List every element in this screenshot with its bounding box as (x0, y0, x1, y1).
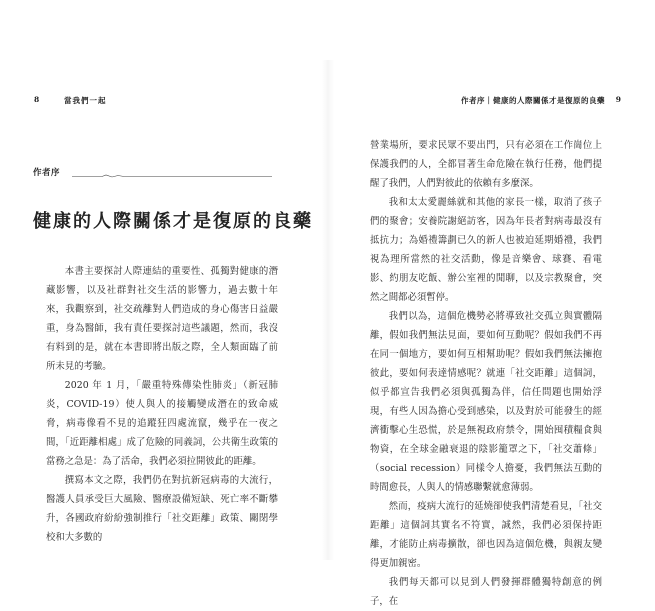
paragraph: 然而，疫病大流行的延燒卻使我們清楚看見，「社交距離」這個詞其實名不符實，誠然，我們必須保持距離，才能防止病毒擴散，卻也因為這個危機，與親友變得更加親密。 (370, 501, 602, 569)
paragraph: 撰寫本文之際，我們仍在對抗新冠病毒的大流行，醫護人員承受巨大風險、醫療設備短缺、死亡率不斷攀升，各國政府紛紛強制推行「社交距離」政策、關閉學校和大多數的 (46, 475, 278, 543)
chapter-title: 健康的人際關係才是復原的良藥 (33, 211, 313, 232)
left-page (0, 0, 327, 609)
left-body-text (46, 262, 278, 547)
right-body-text (370, 136, 602, 611)
paragraph: 我們以為，這個危機勢必將導致社交孤立與實體隔離，假如我們無法見面，要如何互動呢？假如我們不再在同一個地方，要如何互相幫助呢？假如我們無法擁抱彼此，要如何表達情感呢？就連「社交距離」這個詞，似乎都宣告我們必須與孤獨為伴，信任問題也開始浮現，有些人因為擔心受到感染，以及對於可能發生的經濟衝擊心生恐慌，於是無視政府禁令，開始囤積糧食與物資，在全球金融衰退的陰影籠罩之下，「社交蕭條」（social recession）同樣令人擔憂，我們無法互動的時間愈長，人與人的情感聯繫就愈薄弱。 (370, 311, 602, 493)
paragraph-continued: 營業場所，要求民眾不要出門，只有必須在工作崗位上保護我們的人，全都冒著生命危險在執行任務，他們提醒了我們，人們對彼此的依賴有多麼深。 (370, 140, 602, 189)
running-title-right: 作者序｜健康的人際關係才是復原的良藥 (461, 96, 605, 105)
paragraph: 本書主要探討人際連結的重要性、孤獨對健康的潛藏影響，以及社群對社交生活的影響力，過去數十年來，我觀察到，社交疏離對人們造成的身心傷害日益嚴重，身為醫師，我有責任要探討這些議題，然而，我沒有料到的是，就在本書即將出版之際，全人類面臨了前所未見的考驗。 (46, 266, 278, 372)
paragraph: 2020 年 1 月，「嚴重特殊傳染性肺炎」（新冠肺炎，COVID-19）使人與人的接觸變成潛在的致命威脅，病毒像看不見的追蹤狂四處流竄，幾乎在一夜之間，「近距離相處」成了危險的同義詞，公共衛生政策的當務之急是：為了活命，我們必須拉開彼此的距離。 (46, 380, 278, 467)
paragraph: 我和太太愛麗絲就和其他的家長一樣，取消了孩子們的聚會；安養院謝絕訪客，因為年長者對病毒最沒有抵抗力；為婚禮籌劃已久的新人也被迫延期婚禮，我們視為理所當然的社交活動，像是音樂會、球賽、看電影、約朋友吃飯、辦公室裡的閒聊，以及宗教聚會，突然之間都必須暫停。 (370, 197, 602, 303)
page-number-right: 9 (615, 95, 621, 104)
page-number-left: 8 (34, 95, 40, 104)
section-rule-divider (72, 174, 272, 178)
right-page (328, 0, 655, 609)
section-label: 作者序 (33, 168, 61, 178)
paragraph: 我們每天都可以見到人們發揮群體獨特創意的例子，在 (370, 577, 602, 607)
running-title-left: 當我們一起 (64, 96, 107, 105)
